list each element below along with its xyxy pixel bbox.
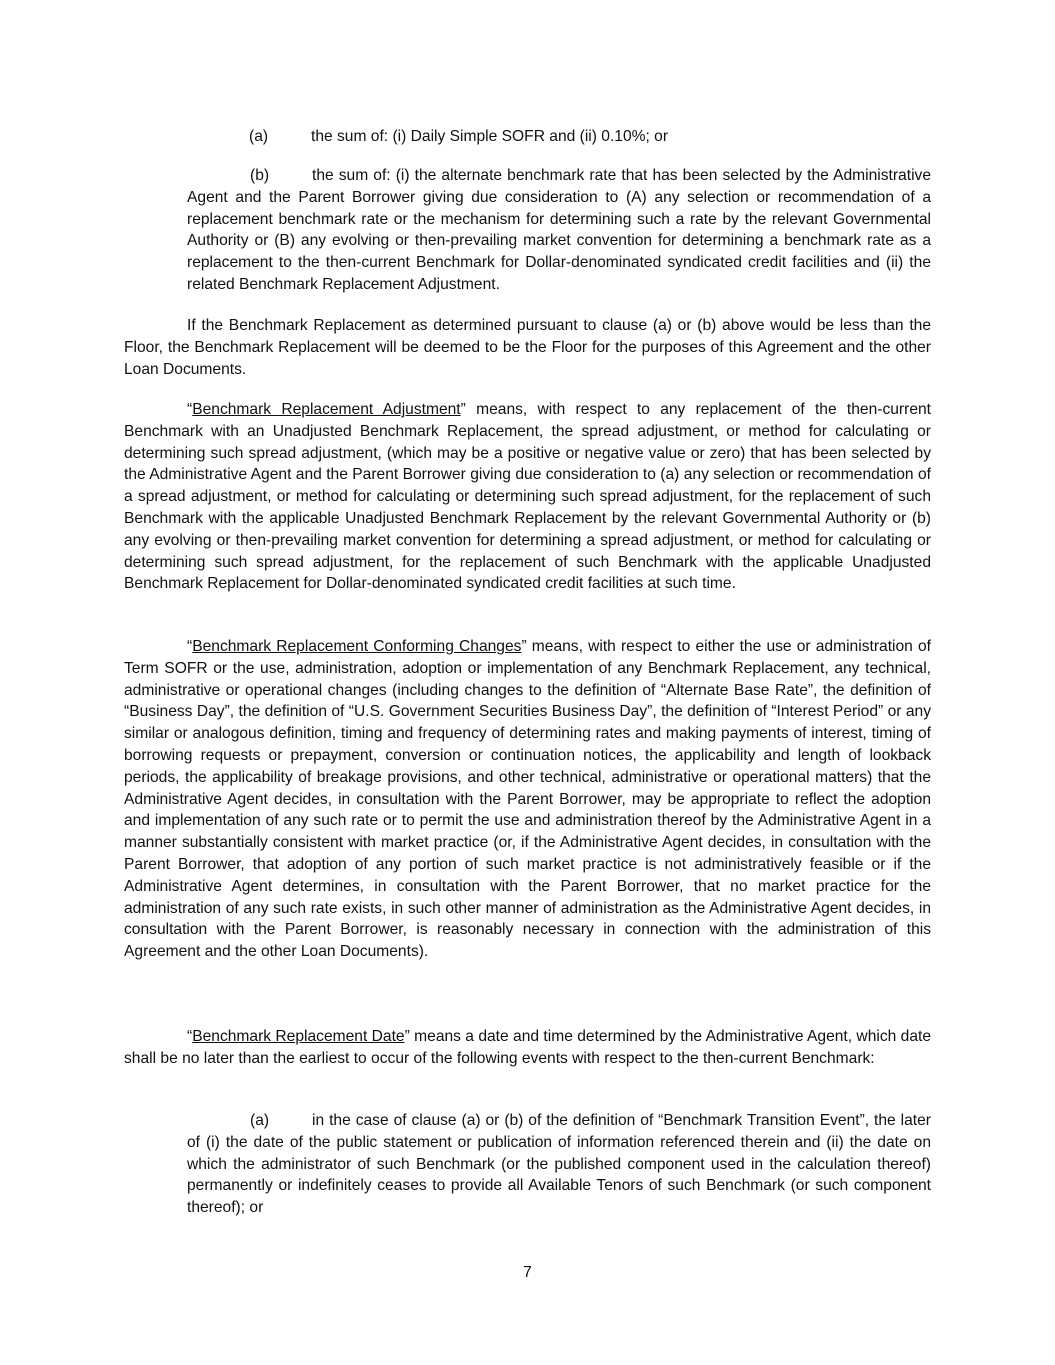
clause-b-text: the sum of: (i) the alternate benchmark rate that has been selected by the Administrative Agent and the Parent Borrower giving due consideration to (A) any selection or recommendation of a replacement benchmark rate or the mechanism for determining such a rate by the relevant Governmental Authority or (B) any evolving or then-prevailing market convention for determining a benchmark rate as a replacement to the then-current Benchmark for Dollar-denominated syndicated credit facilities and (ii) the related Benchmark Replacement Adjustment. [187, 167, 931, 293]
clause-a-sum-sofr [249, 126, 668, 148]
clause-a-label: (a) [249, 128, 269, 145]
page-number: 7 [523, 1264, 532, 1281]
defined-term: Benchmark Replacement Conforming Changes [192, 638, 522, 655]
open-quote: “ [187, 1028, 193, 1045]
definition-benchmark-replacement-conforming-changes [124, 636, 931, 963]
date-clause-a-text: in the case of clause (a) or (b) of the definition of “Benchmark Transition Event”, the later of (i) the date of the public statement or publication of information referenced therein and (ii) the date on which the administrator of such Benchmark (or the published component used in the calculation thereof) permanently or indefinitely ceases to provide all Available Tenors of such Benchmark (or such component thereof); or [187, 1112, 931, 1217]
definition-benchmark-replacement-date [124, 1026, 931, 1070]
definition-body: ” means a date and time determined by the Administrative Agent, which date shall be no later than the earliest to occur of the following events with respect to the then-current Benchmark: [124, 1028, 932, 1067]
open-quote: “ [187, 401, 193, 418]
date-clause-a [187, 1110, 931, 1219]
open-quote: “ [187, 638, 193, 655]
definition-body: ” means, with respect to any replacement of the then-current Benchmark with an Unadjusted Benchmark Replacement, the spread adjustment, or method for calculating or determining such spread adjustment, (which may be a positive or negative value or zero) that has been selected by the Administrative Agent and the Parent Borrower giving due consideration to (a) any selection or recommendation of a spread adjustment, or method for calculating or determining such spread adjustment, for the replacement of such Benchmark with the applicable Unadjusted Benchmark Replacement by the relevant Governmental Authority or (b) any evolving or then-prevailing market convention for determining a spread adjustment, or method for calculating or determining such spread adjustment, for the replacement of such Benchmark with the applicable Unadjusted Benchmark Replacement for Dollar-denominated syndicated credit facilities at such time. [124, 401, 931, 593]
date-clause-a-label: (a) [250, 1112, 270, 1129]
defined-term: Benchmark Replacement Adjustment [192, 401, 461, 418]
definition-benchmark-replacement-adjustment [124, 399, 931, 595]
clause-a-text: the sum of: (i) Daily Simple SOFR and (ii) 0.10%; or [311, 128, 669, 145]
definition-body: ” means, with respect to either the use or administration of Term SOFR or the use, administration, adoption or implementation of any Benchmark Replacement, any technical, administrative or operational changes (including changes to the definition of “Alternate Base Rate”, the definition of “Business Day”, the definition of “U.S. Government Securities Business Day”, the definition of “Interest Period” or any similar or analogous definition, timing and frequency of determining rates and making payments of interest, timing of borrowing requests or prepayment, conversion or continuation notices, the applicability and length of lookback periods, the applicability of breakage provisions, and other technical, administrative or operational matters) that the Administrative Agent decides, in consultation with the Parent Borrower, may be appropriate to reflect the adoption and implementation of any such rate or to permit the use and administration thereof by the Administrative Agent in a manner substantially consistent with market practice (or, if the Administrative Agent decides, in consultation with the Parent Borrower, that adoption of any portion of such market practice is not administratively feasible or if the Administrative Agent determines, in consultation with the Parent Borrower, that no market practice for the administration of any such rate exists, in such other manner of administration as the Administrative Agent decides, in consultation with the Parent Borrower, is reasonably necessary in connection with the administration of this Agreement and the other Loan Documents). [124, 638, 931, 961]
clause-b-label: (b) [250, 167, 270, 184]
defined-term: Benchmark Replacement Date [192, 1028, 405, 1045]
clause-b-alternate-benchmark [187, 165, 931, 296]
floor-paragraph: If the Benchmark Replacement as determined pursuant to clause (a) or (b) above would be less than the Floor, the Benchmark Replacement will be deemed to be the Floor for the purposes of this Agreement and the other Loan Documents. [124, 317, 931, 378]
